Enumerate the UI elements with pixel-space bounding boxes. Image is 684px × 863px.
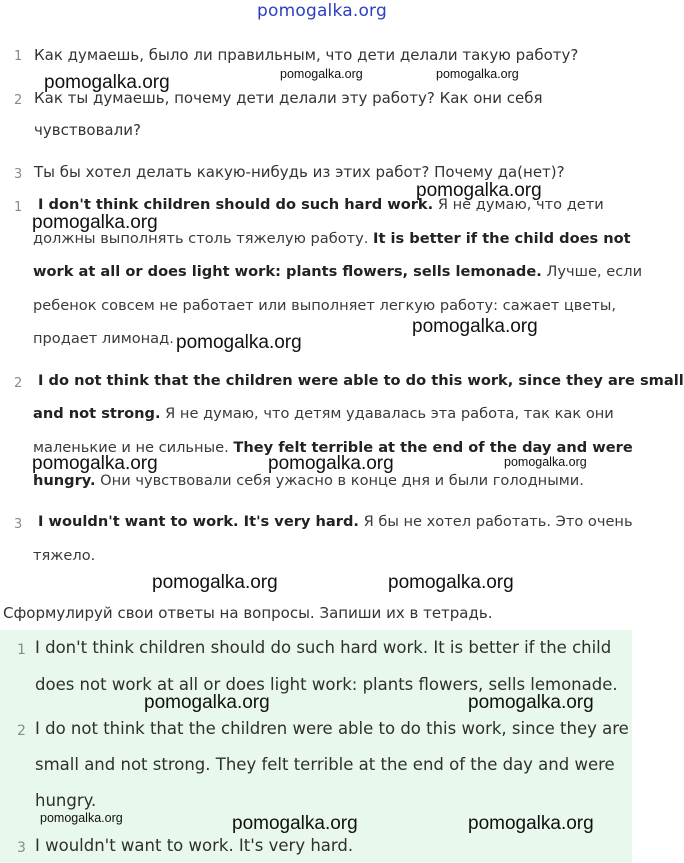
question-text: Как ты думаешь, почему дети делали эту работу? Как они себя — [34, 89, 543, 107]
watermark: pomogalka.org — [32, 453, 158, 474]
answer-number: 2 — [14, 376, 23, 391]
answer-line: I wouldn't want to work. It's very hard. Я бы не хотел работать. Это очень — [38, 513, 633, 530]
watermark: pomogalka.org — [152, 572, 278, 593]
header-site-logo[interactable]: pomogalka.org — [257, 1, 387, 21]
watermark: pomogalka.org — [416, 180, 542, 201]
answer-number: 3 — [14, 517, 23, 532]
question-text: Как думаешь, было ли правильным, что дети делали такую работу? — [34, 46, 579, 64]
final-answer-line: I wouldn't want to work. It's very hard. — [35, 836, 354, 855]
question-text: Ты бы хотел делать какую-нибудь из этих работ? Почему да(нет)? — [34, 163, 565, 181]
watermark: pomogalka.org — [40, 811, 123, 825]
final-answer-line: does not work at all or does light work: plants flowers, sells lemonade. — [35, 675, 618, 694]
final-answer-line: hungry. — [35, 791, 97, 810]
watermark: pomogalka.org — [388, 572, 514, 593]
watermark: pomogalka.org — [280, 67, 363, 81]
question-number: 2 — [14, 93, 23, 108]
answer-line: work at all or does light work: plants flowers, sells lemonade. Лучше, если — [33, 263, 643, 280]
final-answer-number: 3 — [17, 840, 26, 856]
answer-number: 1 — [14, 200, 23, 215]
answer-line: тяжело. — [33, 547, 96, 564]
watermark: pomogalka.org — [32, 212, 158, 233]
watermark: pomogalka.org — [176, 332, 302, 353]
watermark: pomogalka.org — [468, 813, 594, 834]
answer-line: I do not think that the children were able to do this work, since they are small — [38, 372, 684, 389]
watermark: pomogalka.org — [412, 316, 538, 337]
final-answer-number: 2 — [17, 723, 26, 739]
watermark: pomogalka.org — [232, 813, 358, 834]
watermark: pomogalka.org — [268, 453, 394, 474]
answer-line: I don't think children should do such hard work. Я не думаю, что дети — [38, 196, 604, 213]
answer-line: and not strong. Я не думаю, что детям удавалась эта работа, так как они — [33, 405, 614, 422]
watermark: pomogalka.org — [144, 692, 270, 713]
question-number: 1 — [14, 49, 23, 64]
final-answer-number: 1 — [17, 642, 26, 658]
question-text: чувствовали? — [34, 121, 141, 139]
final-answer-line: I do not think that the children were able to do this work, since they are — [35, 719, 629, 738]
final-answer-line: small and not strong. They felt terrible at the end of the day and were — [35, 755, 615, 774]
final-answer-line: I don't think children should do such hard work. It is better if the child — [35, 638, 612, 657]
answer-line: должны выполнять столь тяжелую работу. It is better if the child does not — [33, 230, 631, 247]
watermark: pomogalka.org — [436, 67, 519, 81]
watermark: pomogalka.org — [44, 72, 170, 93]
answer-line: ребенок совсем не работает или выполняет легкую работу: сажает цветы, — [33, 297, 617, 314]
instruction-text: Сформулируй свои ответы на вопросы. Запиши их в тетрадь. — [3, 604, 493, 622]
answer-line: hungry. Они чувствовали себя ужасно в конце дня и были голодными. — [33, 472, 584, 489]
watermark: pomogalka.org — [468, 692, 594, 713]
answer-line: маленькие и не сильные. They felt terrible at the end of the day and were — [33, 439, 633, 456]
answer-line: продает лимонад. — [33, 330, 174, 347]
question-number: 3 — [14, 167, 23, 182]
watermark: pomogalka.org — [504, 455, 587, 469]
